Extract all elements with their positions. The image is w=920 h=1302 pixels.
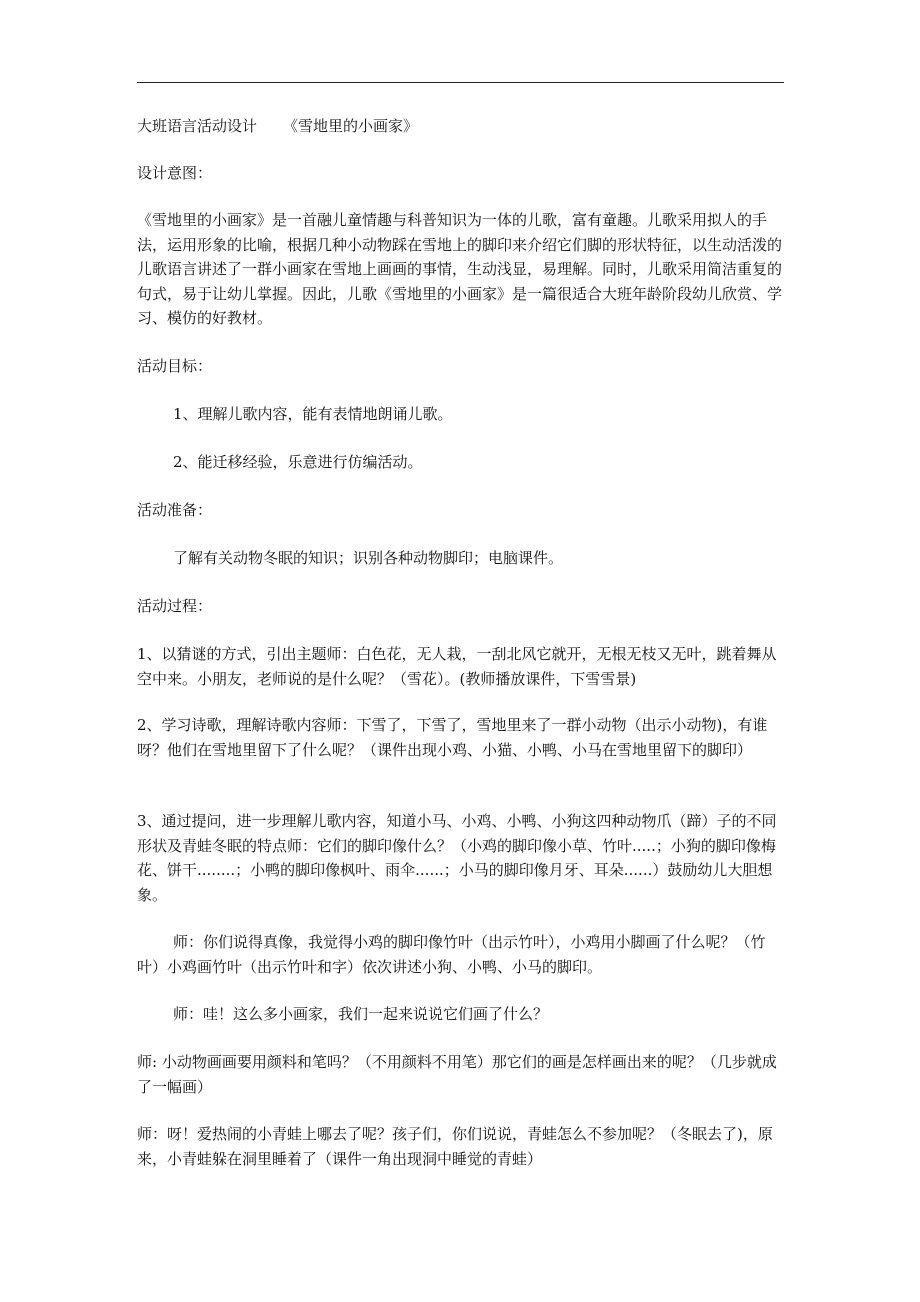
prep-body: 了解有关动物冬眠的知识；识别各种动物脚印；电脑课件。 <box>173 549 564 567</box>
goal-item-2: 2、能迁移经验，乐意进行仿编活动。 <box>173 453 423 471</box>
goal-item-1: 1、理解儿歌内容，能有表情地朗诵儿歌。 <box>173 405 453 423</box>
teacher-line-3: 师: 小动物画画要用颜料和笔吗？（不用颜料不用笔）那它们的画是怎样画出来的呢？（几步就成了一幅画） <box>137 1053 777 1096</box>
title-left: 大班语言活动设计 <box>137 117 258 135</box>
teacher-line-4: 师：呀！爱热闹的小青蛙上哪去了呢？孩子们，你们说说，青蛙怎么不参加呢？（冬眠去了)，原来，小青蛙躲在洞里睡着了（课件一角出现洞中睡觉的青蛙） <box>137 1125 773 1168</box>
document-title <box>137 114 787 139</box>
prep-heading: 活动准备： <box>137 501 213 519</box>
process-step-1: 1、以猜谜的方式，引出主题师：白色花，无人栽，一刮北风它就开，无根无枝又无叶，跳着舞从空中来。小朋友，老师说的是什么呢？（雪花）。(教师播放课件，下雪雪景) <box>137 645 777 688</box>
design-intent-body: 《雪地里的小画家》是一首融儿童情趣与科普知识为一体的儿歌，富有童趣。儿歌采用拟人的手法，运用形象的比喻，根据几种小动物踩在雪地上的脚印来介绍它们脚的形状特征，以生动活泼的儿歌语言讲述了一群小画家在雪地上画画的事情，生动浅显，易理解。同时，儿歌采用简洁重复的句式，易于让幼儿掌握。因此，儿歌《雪地里的小画家》是一篇很适合大班年龄阶段幼儿欣赏、学习、模仿的好教材。 <box>137 211 783 327</box>
process-heading: 活动过程： <box>137 597 213 615</box>
process-step-3: 3、通过提问，进一步理解儿歌内容，知道小马、小鸡、小鸭、小狗这四种动物爪（蹄）子的不同形状及青蛙冬眠的特点师：它们的脚印像什么？（小鸡的脚印像小草、竹叶.....；小狗的脚印像梅花、饼干........；小鸭的脚印像枫叶、雨伞......；小马的脚印像月牙、耳朵......）鼓励幼儿大胆想象。 <box>137 812 777 904</box>
teacher-line-1: 师：你们说得真像，我觉得小鸡的脚印像竹叶（出示竹叶），小鸡用小脚画了什么呢？（竹叶）小鸡画竹叶（出示竹叶和字）依次讲述小狗、小鸭、小马的脚印。 <box>137 933 766 976</box>
goals-heading: 活动目标： <box>137 357 213 375</box>
header-rule <box>137 82 784 83</box>
teacher-line-2: 师：哇！这么多小画家，我们一起来说说它们画了什么？ <box>173 1005 549 1023</box>
process-step-2: 2、学习诗歌，理解诗歌内容师：下雪了，下雪了，雪地里来了一群小动物（出示小动物)，有谁呀？他们在雪地里留下了什么呢？（课件出现小鸡、小猫、小鸭、小马在雪地里留下的脚印） <box>137 716 768 759</box>
title-right: 《雪地里的小画家》 <box>283 117 419 135</box>
design-intent-heading: 设计意图： <box>137 164 213 182</box>
